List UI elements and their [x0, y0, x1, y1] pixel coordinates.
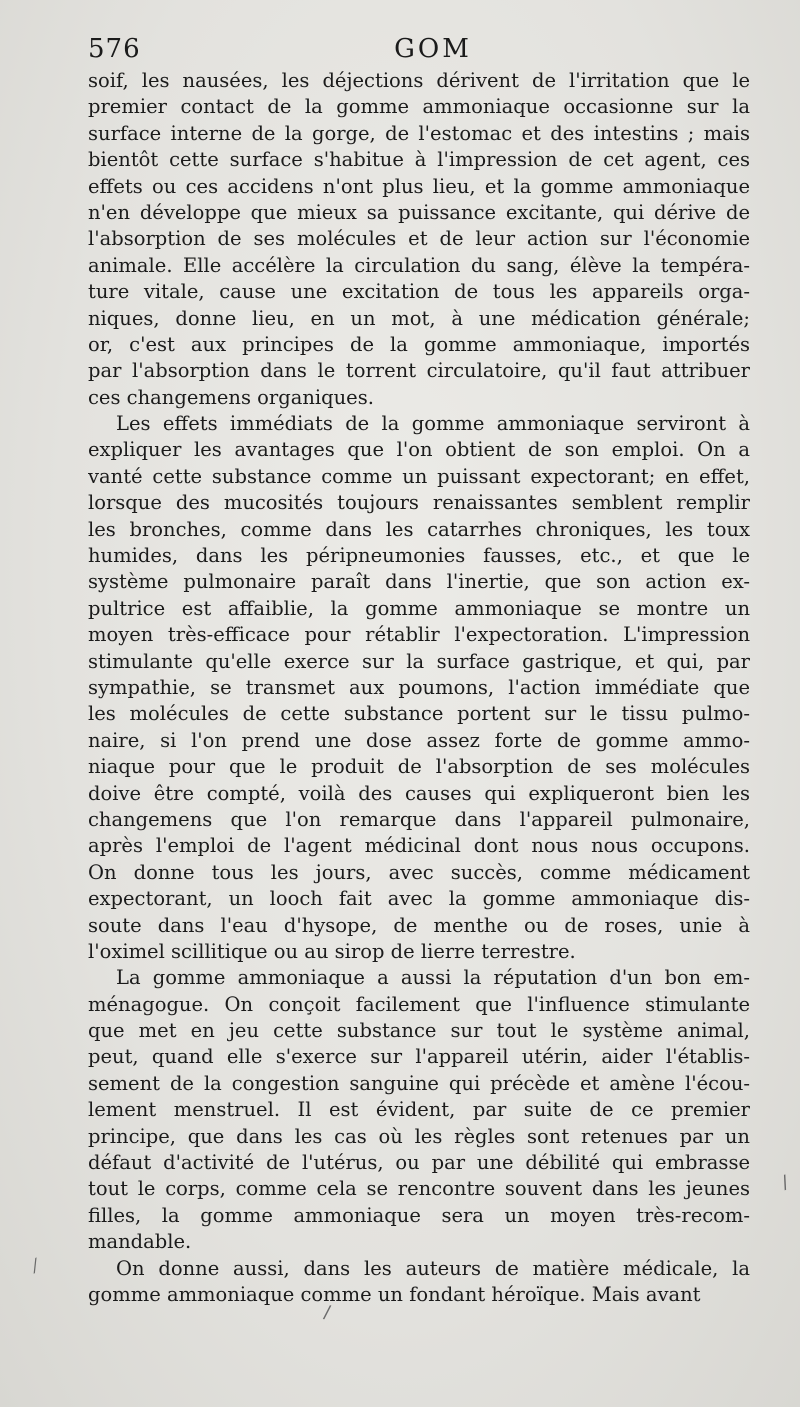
margin-mark: ⁄	[29, 1256, 42, 1277]
text-line: sement de la congestion sanguine qui précède et amène l'écou-	[88, 1071, 750, 1095]
text-line: expectorant, un looch fait avec la gomme ammoniaque dis-	[88, 887, 750, 911]
paragraph	[88, 411, 750, 965]
text-line: doive être compté, voilà des causes qui expliqueront bien les	[88, 781, 750, 805]
text-line: l'absorption de ses molécules et de leur action sur l'économie	[88, 227, 750, 251]
page-number: 576	[88, 34, 141, 64]
text-line: lement menstruel. Il est évident, par suite de ce premier	[88, 1098, 750, 1122]
text-line: n'en développe que mieux sa puissance excitante, qui dérive de	[88, 200, 750, 224]
text-line: On donne tous les jours, avec succès, comme médicament	[88, 860, 750, 884]
margin-mark: /	[778, 1171, 792, 1194]
paragraph	[88, 1256, 750, 1309]
text-line: naire, si l'on prend une dose assez forte de gomme ammo-	[88, 728, 750, 752]
text-line: bientôt cette surface s'habitue à l'impression de cet agent, ces	[88, 148, 750, 172]
text-line: animale. Elle accélère la circulation du sang, élève la tempéra-	[88, 253, 750, 277]
text-line: moyen très-efficace pour rétablir l'expectoration. L'impression	[88, 623, 750, 647]
text-line: peut, quand elle s'exerce sur l'appareil utérin, aider l'établis-	[88, 1045, 750, 1069]
text-line: ménagogue. On conçoit facilement que l'influence stimulante	[88, 992, 750, 1016]
paragraph	[88, 68, 750, 411]
text-line: ces changemens organiques.	[88, 385, 374, 409]
text-line: stimulante qu'elle exerce sur la surface gastrique, et qui, par	[88, 649, 750, 673]
text-line: mandable.	[88, 1230, 192, 1254]
text-line: filles, la gomme ammoniaque sera un moyen très-recom-	[88, 1203, 750, 1227]
text-line: après l'emploi de l'agent médicinal dont nous nous occupons.	[88, 834, 750, 858]
text-line: par l'absorption dans le torrent circulatoire, qu'il faut attribuer	[88, 359, 750, 383]
text-line: Les effets immédiats de la gomme ammoniaque serviront à	[116, 412, 750, 436]
text-line: que met en jeu cette substance sur tout le système animal,	[88, 1019, 750, 1043]
text-line: ture vitale, cause une excitation de tous les appareils orga-	[88, 280, 750, 304]
page-header	[88, 34, 748, 68]
text-line: humides, dans les péripneumonies fausses, etc., et que le	[88, 544, 750, 568]
text-line: expliquer les avantages que l'on obtient de son emploi. On a	[88, 438, 750, 462]
text-line: niques, donne lieu, en un mot, à une médication générale;	[88, 306, 750, 330]
text-line: l'oximel scillitique ou au sirop de lierre terrestre.	[88, 939, 576, 963]
text-line: soute dans l'eau d'hysope, de menthe ou de roses, unie à	[88, 913, 750, 937]
text-line: système pulmonaire paraît dans l'inertie, que son action ex-	[88, 570, 750, 594]
text-line: lorsque des mucosités toujours renaissantes semblent remplir	[88, 491, 750, 515]
text-line: niaque pour que le produit de l'absorption de ses molécules	[88, 755, 750, 779]
text-line: vanté cette substance comme un puissant expectorant; en effet,	[88, 464, 750, 488]
paragraph	[88, 965, 750, 1255]
text-line: La gomme ammoniaque a aussi la réputation d'un bon em-	[116, 966, 750, 990]
text-line: tout le corps, comme cela se rencontre souvent dans les jeunes	[88, 1177, 750, 1201]
text-line: effets ou ces accidens n'ont plus lieu, et la gomme ammoniaque	[88, 174, 750, 198]
text-line: défaut d'activité de l'utérus, ou par une débilité qui embrasse	[88, 1151, 750, 1175]
text-line: pultrice est affaiblie, la gomme ammoniaque se montre un	[88, 596, 750, 620]
body-text	[88, 68, 750, 1308]
text-line: sympathie, se transmet aux poumons, l'action immédiate que	[88, 675, 750, 699]
text-line: premier contact de la gomme ammoniaque occasionne sur la	[88, 95, 750, 119]
margin-mark: /	[322, 1301, 332, 1324]
text-line: gomme ammoniaque comme un fondant héroïque. Mais avant	[88, 1282, 701, 1306]
text-line: les molécules de cette substance portent sur le tissu pulmo-	[88, 702, 750, 726]
text-line: or, c'est aux principes de la gomme ammoniaque, importés	[88, 332, 750, 356]
text-line: les bronches, comme dans les catarrhes chroniques, les toux	[88, 517, 750, 541]
text-line: On donne aussi, dans les auteurs de matière médicale, la	[116, 1256, 750, 1280]
text-line: principe, que dans les cas où les règles sont retenues par un	[88, 1124, 750, 1148]
running-head: GOM	[394, 34, 472, 64]
text-line: soif, les nausées, les déjections dérivent de l'irritation que le	[88, 69, 750, 92]
text-line: surface interne de la gorge, de l'estomac et des intestins ; mais	[88, 121, 750, 145]
text-line: changemens que l'on remarque dans l'appareil pulmonaire,	[88, 807, 750, 831]
